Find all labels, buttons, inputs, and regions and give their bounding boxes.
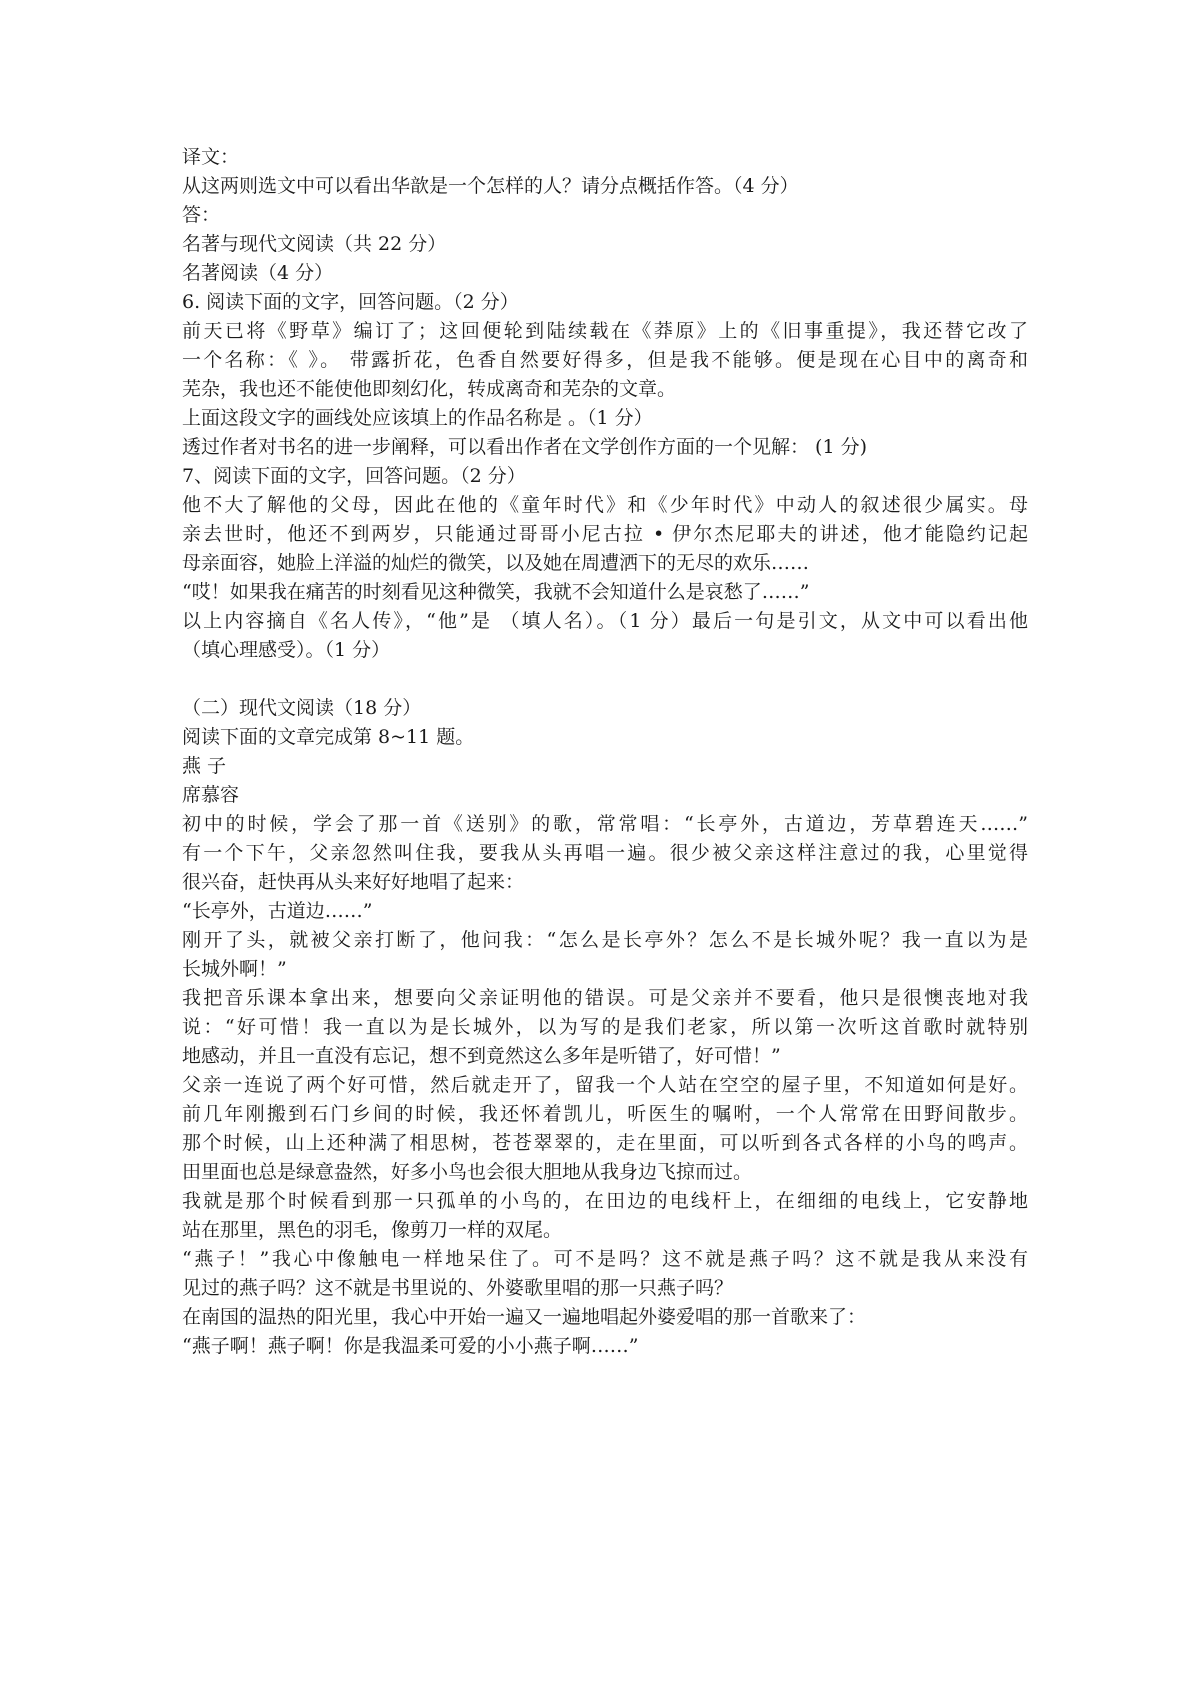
subsection-heading-classics: 名著阅读（4 分）: [182, 262, 334, 284]
question-7-heading: 7、阅读下面的文字，回答问题。（2 分）: [182, 465, 526, 487]
question-6-heading: 6. 阅读下面的文字，回答问题。（2 分）: [182, 291, 519, 313]
article-line-6: 长城外啊！”: [182, 958, 287, 980]
passage-7-line-1: 他不大了解他的父母，因此在他的《童年时代》和《少年时代》中动人的叙述很少属实。母: [182, 494, 1028, 516]
question-6-blank: 上面这段文字的画线处应该填上的作品名称是 。（1 分）: [182, 407, 653, 429]
article-line-7: 我把音乐课本拿出来，想要向父亲证明他的错误。可是父亲并不要看，他只是很懊丧地对我: [182, 987, 1028, 1009]
question-huaxin: 从这两则选文中可以看出华歆是一个怎样的人？请分点概括作答。（4 分）: [182, 175, 799, 197]
passage-7-line-3: 母亲面容，她脸上洋溢的灿烂的微笑，以及她在周遭洒下的无尽的欢乐……: [182, 552, 810, 574]
article-author: 席慕容: [182, 784, 240, 806]
article-title: 燕 子: [182, 755, 227, 777]
article-line-10: 父亲一连说了两个好可惜，然后就走开了，留我一个人站在空空的屋子里，不知道如何是好。: [182, 1074, 1028, 1096]
article-line-2: 有一个下午，父亲忽然叫住我，要我从头再唱一遍。很少被父亲这样注意过的我，心里觉得: [182, 842, 1028, 864]
article-line-1: 初中的时候，学会了那一首《送别》的歌，常常唱：“长亭外，古道边，芳草碧连天……”: [182, 813, 1028, 835]
article-line-12: 那个时候，山上还种满了相思树，苍苍翠翠的，走在里面，可以听到各式各样的小鸟的鸣声。: [182, 1132, 1028, 1154]
question-6-insight: 透过作者对书名的进一步阐释，可以看出作者在文学创作方面的一个见解： (1 分): [182, 436, 867, 458]
blank-line: [182, 665, 1028, 694]
passage-7-quote: “哎！如果我在痛苦的时刻看见这种微笑，我就不会知道什么是哀愁了……”: [182, 581, 810, 603]
translation-label: 译文：: [182, 146, 240, 168]
section-heading-modern-reading: （二）现代文阅读（18 分）: [182, 697, 422, 719]
article-line-13: 田里面也总是绿意盎然，好多小鸟也会很大胆地从我身边飞掠而过。: [182, 1161, 753, 1183]
article-line-8: 说：“好可惜！我一直以为是长城外，以为写的是我们老家，所以第一次听这首歌时就特别: [182, 1016, 1028, 1038]
section-heading-classics-modern: 名著与现代文阅读（共 22 分）: [182, 233, 447, 255]
article-line-5: 刚开了头，就被父亲打断了，他问我：“怎么是长亭外？怎么不是长城外呢？我一直以为是: [182, 929, 1028, 951]
article-line-17: 见过的燕子吗？这不就是书里说的、外婆歌里唱的那一只燕子吗？: [182, 1277, 734, 1299]
answer-label: 答：: [182, 204, 221, 226]
reading-instruction: 阅读下面的文章完成第 8~11 题。: [182, 726, 475, 748]
question-7-line-2: （填心理感受）。（1 分）: [182, 639, 391, 661]
article-line-9: 地感动，并且一直没有忘记，想不到竟然这么多年是听错了，好可惜！”: [182, 1045, 781, 1067]
passage-7-line-2: 亲去世时，他还不到两岁，只能通过哥哥小尼古拉 • 伊尔杰尼耶夫的讲述，他才能隐约记起: [182, 523, 1028, 545]
question-7-line-1: 以上内容摘自《名人传》，“他”是 （填人名）。（1 分）最后一句是引文，从文中可以看出他: [182, 610, 1028, 632]
article-line-15: 站在那里，黑色的羽毛，像剪刀一样的双尾。: [182, 1219, 563, 1241]
article-line-4: “长亭外，古道边……”: [182, 900, 373, 922]
article-line-14: 我就是那个时候看到那一只孤单的小鸟的，在田边的电线杆上，在细细的电线上，它安静地: [182, 1190, 1028, 1212]
article-line-11: 前几年刚搬到石门乡间的时候，我还怀着凯儿，听医生的嘱咐，一个人常常在田野间散步。: [182, 1103, 1028, 1125]
passage-6-line-2: 一个名称：《 》。 带露折花，色香自然要好得多，但是我不能够。便是现在心目中的离奇和: [182, 349, 1028, 371]
passage-6-line-3: 芜杂，我也还不能使他即刻幻化，转成离奇和芜杂的文章。: [182, 378, 677, 400]
article-line-19: “燕子啊！燕子啊！你是我温柔可爱的小小燕子啊……”: [182, 1335, 639, 1357]
passage-6-line-1: 前天已将《野草》编订了；这回便轮到陆续载在《莽原》上的《旧事重提》，我还替它改了: [182, 320, 1028, 342]
article-line-16: “燕子！”我心中像触电一样地呆住了。可不是吗？这不就是燕子吗？这不就是我从来没有: [182, 1248, 1028, 1270]
article-line-18: 在南国的温热的阳光里，我心中开始一遍又一遍地唱起外婆爱唱的那一首歌来了：: [182, 1306, 867, 1328]
article-line-3: 很兴奋，赶快再从头来好好地唱了起来：: [182, 871, 525, 893]
document-page: [182, 143, 1028, 1361]
